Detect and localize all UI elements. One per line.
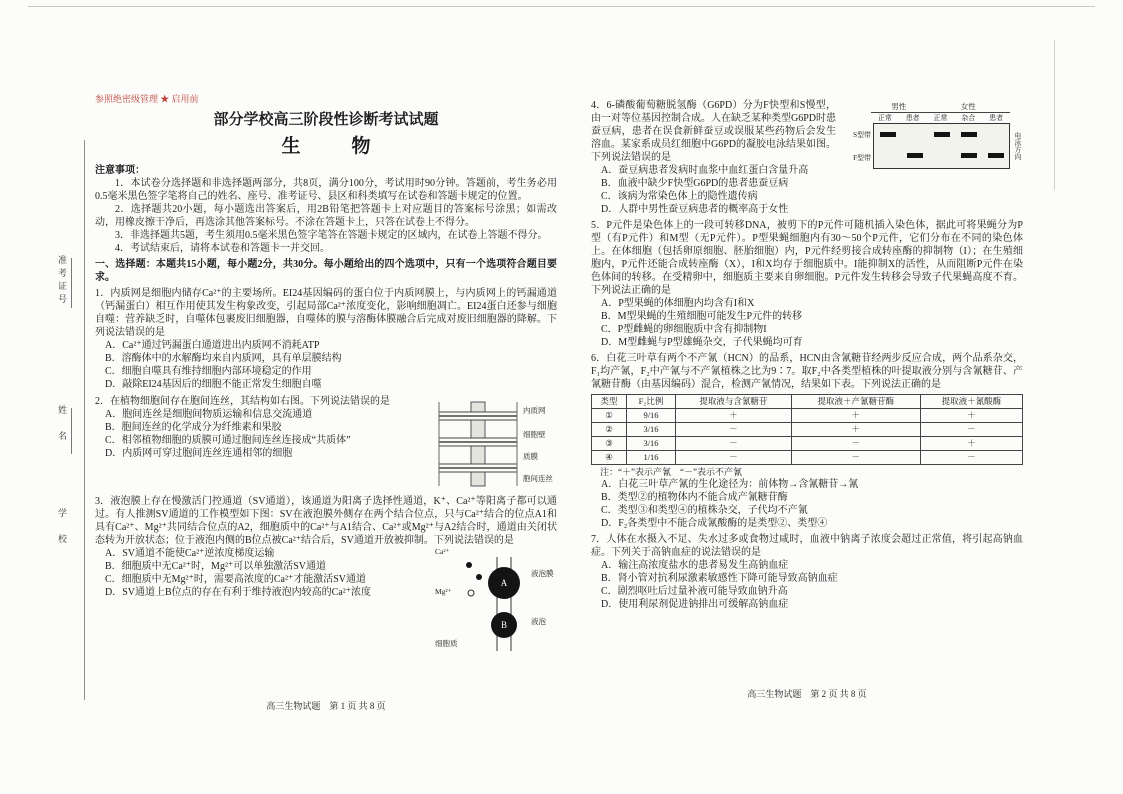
question-4-stem: 4．6-磷酸葡萄糖脱氢酶（G6PD）分为F快型和S慢型，由一对等位基因控制合成。人在缺乏某种类型G6PD时患蚕豆病，患者在误食新鲜蚕豆或误服某些药物后会发生溶血。某家系成员红细胞中G6PD的凝胶电泳结果如图。下列说法错误的是 [591, 100, 837, 163]
question-7-option-c: C．剧烈呕吐后过量补液可能导致血钠升高 [601, 586, 788, 597]
scan-edge-right [1054, 40, 1055, 190]
q6-cell: ① [592, 409, 627, 423]
q6-header-cell: 类型 [592, 395, 627, 409]
note-item-3: 3．非选择题共5题，考生须用0.5毫米黑色签字笔答在答题卡规定的区域内，在试卷上答题不得分。 [115, 230, 548, 241]
question-5-option-c: C．P型雌蝇的卵细胞质中含有抑制物I [601, 324, 767, 335]
section-heading: 一、选择题：本题共15小题，每小题2分，共30分。每小题给出的四个选项中，只有一个选项符合题目要求。 [95, 259, 557, 283]
q6-results-table [591, 394, 1023, 465]
question-3-stem: 3．液泡膜上存在慢激活门控通道（SV通道），该通道为阳离子选择性通道，K⁺、Ca²⁺等阳离子都可以通过。有人推测SV通道的工作模型如下图：SV在液泡膜外侧存在两个结合位点，只与Ca²⁺结合的位点A1和具有Ca²⁺、Mg²⁺共同结合位点的A2，细胞质中的Ca²⁺与A1结合、Ca²⁺或Mg²⁺与A2结合时，通道由关闭状态转为开放状态；位于液泡内侧的B位点被Ca²⁺结合后，SV通道开放被抑制。下列说法错误的是 [95, 496, 557, 546]
q6-cell: ＋ [791, 423, 920, 437]
question-6-option-d: D．F₂各类型中不能合成氰酸酶的是类型②、类型④ [601, 518, 828, 529]
question-4-option-d: D．人群中男性蚕豆病患者的概率高于女性 [601, 204, 789, 215]
q6-cell: ＋ [791, 409, 920, 423]
q6-table-row [592, 423, 1023, 437]
exam-notes [95, 164, 557, 255]
gel-lane-4-label: 杂合 [961, 114, 976, 122]
question-3-option-b: B．细胞质中无Ca²⁺时，Mg²⁺可以单独激活SV通道 [105, 561, 327, 572]
electrophoresis-figure [841, 101, 1023, 169]
q6-table-row [592, 451, 1023, 465]
question-2-option-a: A．胞间连丝是细胞间物质运输和信息交流通道 [105, 409, 313, 420]
gel-body [841, 123, 1023, 169]
question-2-option-c: C．相邻植物细胞的质膜可通过胞间连丝连接成“共质体” [105, 435, 351, 446]
q6-cell: ③ [592, 437, 627, 451]
seal-line [84, 140, 85, 700]
sv-channel-figure [435, 547, 557, 653]
question-7-stem: 7．人体在水摄入不足、失水过多或食物过咸时，血液中钠离子浓度会超过正常值，将引起高钠血症。下列关于高钠血症的说法错误的是 [591, 534, 1023, 558]
q6-table-header-row [592, 395, 1023, 409]
question-1 [95, 287, 557, 391]
page-1 [95, 92, 557, 654]
question-7-option-d: D．使用利尿剂促进钠排出可缓解高钠血症 [601, 599, 789, 610]
question-5-stem: 5．P元件是染色体上的一段可转移DNA，被剪下的P元件可随机插入染色体，据此可将果蝇分为P型（有P元件）和M型（无P元件）。P型果蝇细胞内有30～50个P元件，它们分布在不同的染色体上。在体细胞（包括卵原细胞、胚胎细胞）内，P元件经剪接合成转座酶的抑制物（I）；在生殖细胞内，P元件还能合成转座酶（X），I和X均存于细胞质中。I能抑制X的活性，从而阻断P元件在染色体间的转移。在受精卵中，细胞质主要来自卵细胞。P元件发生转移会导致子代果蝇高度不育。下列说法正确的是 [591, 220, 1023, 296]
question-6-option-a: A．白花三叶草产氰的生化途径为：前体物→含氰糖苷→氰 [601, 479, 859, 490]
seal-field-ticket-number: 准考证号 [57, 255, 67, 307]
plasmodesmata-diagram [435, 400, 521, 488]
q6-cell: 3/16 [627, 437, 676, 451]
q6-cell: 3/16 [627, 423, 676, 437]
fig3-label-calcium: Ca²⁺ [435, 547, 450, 556]
question-4-option-c: C．该病为常染色体上的隐性遗传病 [601, 191, 758, 202]
question-4 [591, 99, 1023, 216]
fig3-label-cytoplasm: 细胞质 [435, 639, 458, 648]
fig3-label-vacuole: 液泡 [531, 617, 546, 626]
question-3-options [95, 547, 433, 653]
question-7-option-a: A．输注高浓度盐水的患者易发生高钠血症 [601, 560, 789, 571]
gel-lane-labels [841, 113, 1023, 123]
gel-row-labels [841, 123, 873, 169]
question-5 [591, 219, 1023, 349]
question-2-text [95, 392, 431, 492]
q6-cell: － [920, 423, 1022, 437]
q6-cell: － [791, 437, 920, 451]
sv-channel-diagram [457, 557, 537, 651]
q6-cell: ④ [592, 451, 627, 465]
question-6-option-b: B．类型②的植物体内不能合成产氰糖苷酶 [601, 492, 788, 503]
question-5-option-d: D．M型雌蝇与P型雄蝇杂交，子代果蝇均可育 [601, 337, 803, 348]
gel-label-male: 男性 [871, 101, 927, 113]
gel-direction-label: 电泳方向 [1014, 132, 1022, 160]
fig2-label-plasmodesma: 胞间连丝 [523, 474, 553, 483]
note-item-1: 1．本试卷分选择题和非选择题两部分，共8页，满分100分，考试用时90分钟。答题前，考生务必用0.5毫米黑色签字笔将自己的姓名、座号、准考证号、县区和科类填写在试卷和答题卡规定的位置。 [95, 178, 557, 202]
page-2 [591, 96, 1023, 612]
exam-title: 部分学校高三阶段性诊断考试试题 [213, 112, 439, 128]
q6-cell: ② [592, 423, 627, 437]
fig3-label-tonoplast: 液泡膜 [531, 569, 554, 578]
gel-band [961, 132, 977, 137]
gel-band [934, 132, 950, 137]
seal-fill-line [71, 258, 72, 308]
question-7 [591, 533, 1023, 611]
question-5-option-a: A．P型果蝇的体细胞内均含有I和X [601, 298, 755, 309]
notes-title: 注意事项： [95, 165, 145, 176]
q6-table-row [592, 437, 1023, 451]
question-3-option-c: C．细胞质中无Mg²⁺时，需要高浓度的Ca²⁺才能激活SV通道 [105, 574, 367, 585]
question-6 [591, 352, 1023, 530]
q6-header-cell: F₂比例 [627, 395, 676, 409]
q6-header-cell: 提取液＋产氰糖苷酶 [791, 395, 920, 409]
gel-lane-3-label: 正常 [933, 114, 948, 122]
fig2-label-er: 内质网 [523, 406, 546, 415]
gel-label-f-band: F型带 [853, 153, 871, 162]
question-3-options-row [95, 547, 557, 653]
q6-cell: － [676, 423, 792, 437]
question-3-option-d: D．SV通道上B位点的存在有利于维持液泡内较高的Ca²⁺浓度 [105, 587, 372, 598]
question-3-option-a: A．SV通道不能使Ca²⁺逆浓度梯度运输 [105, 548, 275, 559]
gel-band [880, 132, 896, 137]
gel-lane-5-label: 患者 [989, 114, 1004, 122]
question-4-option-b: B．血液中缺少F快型G6PD的患者患蚕豆病 [601, 178, 789, 189]
question-1-option-b: B．溶酶体中的水解酶均来自内质网，具有单层膜结构 [105, 353, 342, 364]
gel-lane-1-label: 正常 [877, 114, 892, 122]
exam-subject: 生 物 [281, 136, 387, 157]
question-2-option-d: D．内质网可穿过胞间连丝连通相邻的细胞 [105, 448, 293, 459]
q6-header-cell: 提取液与含氰糖苷 [676, 395, 792, 409]
question-1-option-a: A．Ca²⁺通过钙漏蛋白通道进出内质网不消耗ATP [105, 340, 320, 351]
question-4-option-a: A．蚕豆病患者发病时血浆中血红蛋白含量升高 [601, 165, 809, 176]
gel-label-female: 女性 [927, 101, 1010, 113]
q6-cell: － [676, 437, 792, 451]
question-5-option-b: B．M型果蝇的生殖细胞可能发生P元件的转移 [601, 311, 803, 322]
fig3-site-a-label: A [500, 578, 508, 588]
question-6-option-c: C．类型③和类型④的植株杂交，子代均不产氰 [601, 505, 808, 516]
fig2-label-cell-wall: 细胞壁 [523, 430, 546, 439]
question-6-stem: 6．白花三叶草有两个不产氰（HCN）的品系，HCN由含氰糖苷经两步反应合成，两个品系杂交，F₁均产氰，F₂中产氰与不产氰植株之比为9∶7。取F₂中各类型植株的叶提取液分别与含氰糖苷、产氰糖苷酶（由基因编码）混合，检测产氰情况，结果如下表。下列说法正确的是 [591, 353, 1023, 390]
plasmodesmata-figure [435, 392, 557, 492]
question-1-option-d: D．敲除EI24基因后的细胞不能正常发生细胞自噬 [105, 379, 322, 390]
page-1-footer: 高三生物试题 第 1 页 共 8 页 [266, 701, 386, 711]
gel-box [873, 123, 1010, 169]
q6-cell: 1/16 [627, 451, 676, 465]
seal-fill-line [71, 408, 72, 454]
gel-label-s-band: S型带 [853, 130, 871, 139]
gel-band [961, 153, 977, 158]
q6-cell: － [920, 451, 1022, 465]
question-2-option-b: B．胞间连丝的化学成分为纤维素和果胶 [105, 422, 282, 433]
question-1-stem: 1．内质网是细胞内储存Ca²⁺的主要场所。EI24基因编码的蛋白位于内质网膜上，与内质网上的钙漏通道（钙漏蛋白）相互作用使其发生构象改变，引起局部Ca²⁺浓度变化，影响细胞凋亡。EI24蛋白还参与细胞自噬：营养缺乏时，自噬体包裹废旧细胞器，自噬体的膜与溶酶体膜融合后完成对废旧细胞器的降解。下列说法错误的是 [95, 288, 557, 338]
question-1-option-c: C．细胞自噬具有维持细胞内部环境稳定的作用 [105, 366, 312, 377]
seal-field-school: 学 校 [57, 508, 67, 547]
fig3-site-b-label: B [500, 620, 508, 630]
q6-table-row [592, 409, 1023, 423]
q6-table-note: 注：“＋”表示产氰 “－”表示不产氰 [600, 467, 742, 477]
question-2-stem: 2．在植物细胞间存在胞间连丝，其结构如右图。下列说法错误的是 [95, 396, 390, 407]
q6-cell: － [791, 451, 920, 465]
gel-band [988, 153, 1004, 158]
note-item-4: 4．考试结束后，请将本试卷和答题卡一并交回。 [115, 243, 330, 254]
gel-group-labels [841, 101, 1023, 113]
scan-edge-top [28, 6, 1095, 7]
fig2-label-plasma-membrane: 质膜 [523, 452, 538, 461]
seal-field-name: 姓 名 [57, 405, 67, 444]
question-3 [95, 495, 557, 653]
page-2-footer: 高三生物试题 第 2 页 共 8 页 [747, 689, 867, 699]
fig3-label-magnesium: Mg²⁺ [435, 587, 452, 596]
q6-cell: ＋ [920, 437, 1022, 451]
note-item-2: 2．选择题共20小题，每小题选出答案后，用2B铅笔把答题卡上对应题目的答案标号涂黑；如需改动，用橡皮擦干净后，再选涂其他答案标号。不涂在答题卡上，只答在试卷上不得分。 [95, 204, 557, 228]
security-notice: 参照绝密级管理 ★ 启用前 [95, 94, 199, 104]
q6-header-cell: 提取液＋氰酸酶 [920, 395, 1022, 409]
q6-cell: ＋ [676, 409, 792, 423]
question-7-option-b: B．肾小管对抗利尿激素敏感性下降可能导致高钠血症 [601, 573, 838, 584]
gel-band [907, 153, 923, 158]
gel-lane-2-label: 患者 [905, 114, 920, 122]
q6-cell: ＋ [920, 409, 1022, 423]
q6-cell: 9/16 [627, 409, 676, 423]
question-2 [95, 392, 557, 492]
q6-cell: － [676, 451, 792, 465]
